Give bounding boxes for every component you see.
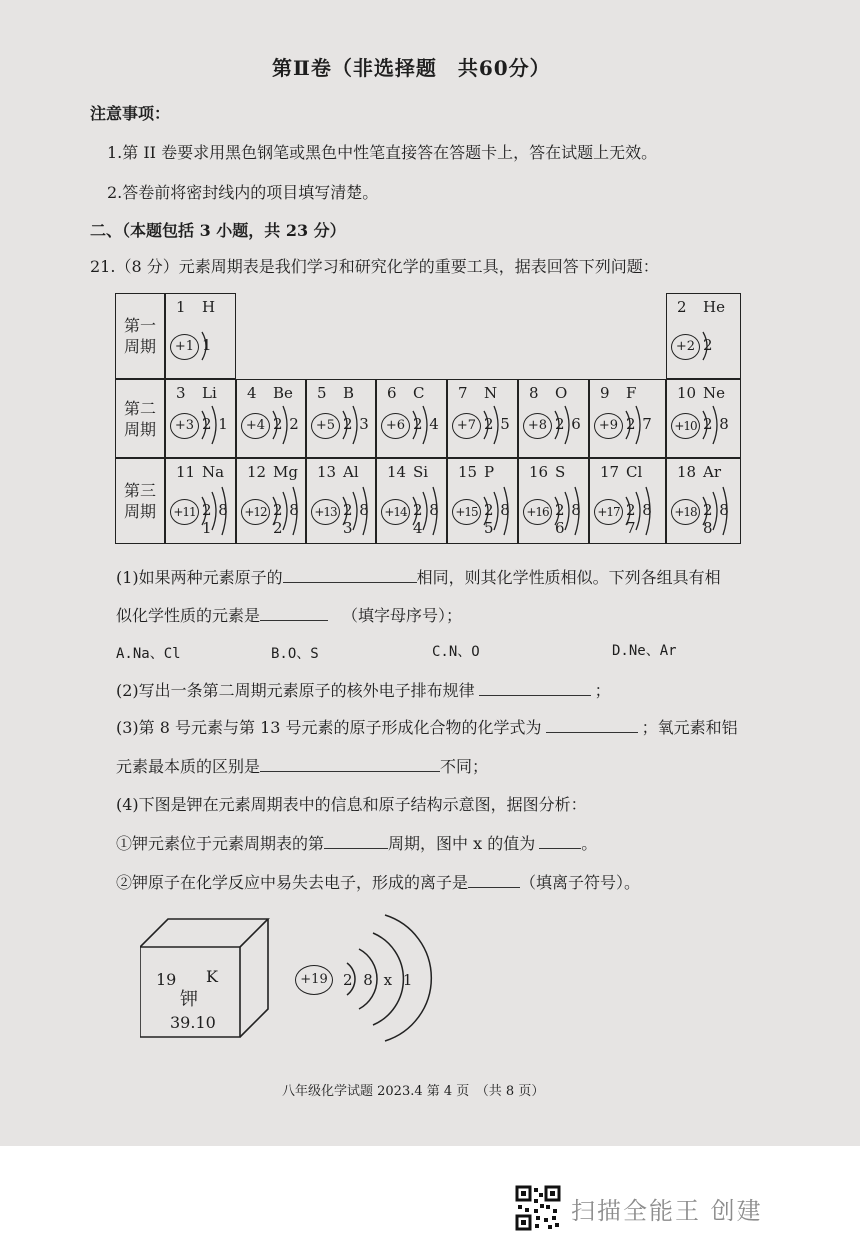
q3-text-c: 元素最本质的区别是	[116, 757, 261, 776]
element-symbol: Ne	[703, 384, 726, 402]
element-number: 12	[247, 463, 267, 481]
element-number: 1	[176, 298, 186, 316]
nucleus: +8	[523, 413, 552, 439]
potassium-nucleus: +19	[295, 965, 333, 995]
element-cell-c	[376, 379, 447, 458]
period-label-1	[115, 293, 165, 379]
element-cell-he	[666, 293, 741, 379]
element-number: 5	[317, 384, 327, 402]
nucleus: +11	[170, 499, 199, 525]
element-symbol: Na	[202, 463, 225, 481]
q1-text-d: （填字母序号）；	[342, 606, 463, 625]
notes-heading: 注意事项：	[90, 104, 171, 123]
element-symbol: H	[202, 298, 216, 316]
element-number: 7	[458, 384, 468, 402]
q2-text-b: ；	[594, 681, 611, 700]
element-symbol: P	[484, 463, 495, 481]
nucleus: +5	[311, 413, 340, 439]
q3-line1	[116, 716, 738, 738]
element-number: 11	[176, 463, 196, 481]
period-label-3	[115, 458, 165, 544]
potassium-atom-diagram	[295, 905, 435, 1045]
q2-line	[116, 679, 611, 701]
element-number: 2	[677, 298, 687, 316]
potassium-mass: 39.10	[170, 1013, 216, 1032]
element-cell-ne	[666, 379, 741, 458]
element-symbol: He	[703, 298, 725, 316]
electron-shell-numbers: 2 7	[626, 415, 653, 433]
q3-line2	[116, 755, 488, 777]
electron-shell-numbers: 2 8 3	[343, 501, 370, 537]
element-symbol: C	[413, 384, 425, 402]
element-cell-b	[306, 379, 376, 458]
electron-shell-numbers: 2 8 8	[703, 501, 730, 537]
q4-line: (4)下图是钾在元素周期表中的信息和原子结构示意图，据图分析：	[116, 795, 587, 814]
nucleus: +18	[671, 499, 700, 525]
element-symbol: F	[626, 384, 637, 402]
qr-code-icon	[515, 1185, 561, 1235]
note-item-1: 1.第 II 卷要求用黑色钢笔或黑色中性笔直接答在答题卡上，答在试题上无效。	[107, 143, 658, 162]
electron-shell-numbers: 2 6	[555, 415, 582, 433]
q4-1-blank-1[interactable]	[324, 832, 388, 849]
nucleus: +4	[241, 413, 270, 439]
element-cell-cl	[589, 458, 666, 544]
element-symbol: Mg	[273, 463, 298, 481]
nucleus: +16	[523, 499, 552, 525]
q1-line1	[116, 566, 721, 588]
nucleus: +2	[671, 334, 700, 360]
q2-text-a: (2)写出一条第二周期元素原子的核外电子排布规律	[116, 681, 475, 700]
option-c: C.N、O	[432, 644, 480, 660]
period-label-text: 第三 周期	[123, 481, 156, 521]
q4-1-line	[116, 832, 597, 854]
q1-line2	[116, 604, 462, 626]
q1-text-c: 似化学性质的元素是	[116, 606, 261, 625]
nucleus: +12	[241, 499, 270, 525]
nucleus: +15	[452, 499, 481, 525]
nucleus: +14	[381, 499, 410, 525]
nucleus: +9	[594, 413, 623, 439]
electron-shell-numbers: 2 8 6	[555, 501, 582, 537]
element-cell-ar	[666, 458, 741, 544]
element-symbol: N	[484, 384, 498, 402]
section-heading: 二、（本题包括 3 小题，共 23 分）	[90, 221, 346, 240]
element-symbol: Al	[343, 463, 359, 481]
period-label-text: 第二 周期	[123, 398, 156, 439]
q3-text-b: ；氧元素和铝	[641, 718, 738, 737]
electron-shell-numbers: 2 5	[484, 415, 511, 433]
scanner-watermark-text: 扫描全能王 创建	[571, 1197, 763, 1225]
q4-1-text-a: ①钾元素位于元素周期表的第	[116, 834, 325, 853]
element-cell-p	[447, 458, 518, 544]
element-symbol: B	[343, 384, 355, 402]
nucleus: +3	[170, 413, 199, 439]
electron-shell-numbers: 2 4	[413, 415, 440, 433]
element-symbol: O	[555, 384, 568, 402]
potassium-number: 19	[156, 970, 177, 989]
nucleus: +10	[671, 413, 700, 439]
element-number: 3	[176, 384, 186, 402]
element-number: 10	[677, 384, 697, 402]
element-cell-f	[589, 379, 666, 458]
q3-text-d: 不同；	[440, 757, 489, 776]
element-cell-h	[165, 293, 236, 379]
electron-shell-numbers: 2 8 5	[484, 501, 511, 537]
nucleus: +7	[452, 413, 481, 439]
electron-shell-numbers: 2 1	[202, 415, 229, 433]
q4-2-text-b: （填离子符号）。	[520, 873, 641, 892]
element-number: 17	[600, 463, 620, 481]
q4-2-line	[116, 871, 640, 893]
q3-blank-2[interactable]	[260, 755, 440, 772]
electron-shell-numbers: 2 8 4	[413, 501, 440, 537]
option-d: D.Ne、Ar	[612, 643, 677, 659]
q1-blank-2[interactable]	[260, 604, 328, 621]
element-cell-si	[376, 458, 447, 544]
electron-shell-numbers: 2 8	[703, 415, 730, 433]
option-b: B.O、S	[271, 646, 319, 662]
q1-text-a: (1)如果两种元素原子的	[116, 568, 283, 587]
electron-shell-numbers: 2 8 1	[202, 501, 229, 537]
element-number: 16	[529, 463, 549, 481]
q1-text-b: 相同，则其化学性质相似。下列各组具有相	[416, 568, 721, 587]
element-cell-s	[518, 458, 589, 544]
q3-blank-1[interactable]	[546, 716, 638, 733]
electron-shell-numbers: 2 2	[273, 415, 300, 433]
period-label-text: 第一 周期	[123, 316, 156, 356]
element-symbol: Be	[273, 384, 293, 402]
electron-shell-numbers: 2 8 2	[273, 501, 300, 537]
element-cell-o	[518, 379, 589, 458]
electron-shell-numbers: 1	[202, 336, 213, 354]
element-number: 15	[458, 463, 478, 481]
element-symbol: S	[555, 463, 566, 481]
element-cell-li	[165, 379, 236, 458]
q4-2-blank[interactable]	[468, 871, 520, 888]
potassium-shell-labels: 2 8 x 1	[343, 971, 416, 989]
period-label-2	[115, 379, 165, 458]
element-cell-n	[447, 379, 518, 458]
page-title: 第Ⅱ卷（非选择题 共60分）	[272, 56, 551, 80]
electron-shell-numbers: 2 3	[343, 415, 370, 433]
element-symbol: Si	[413, 463, 429, 481]
element-number: 8	[529, 384, 539, 402]
q2-blank[interactable]	[479, 679, 591, 696]
element-number: 14	[387, 463, 407, 481]
element-cell-na	[165, 458, 236, 544]
element-number: 4	[247, 384, 257, 402]
element-number: 9	[600, 384, 610, 402]
element-cell-al	[306, 458, 376, 544]
electron-shell-numbers: 2	[703, 336, 714, 354]
element-number: 13	[317, 463, 337, 481]
element-number: 6	[387, 384, 397, 402]
element-symbol: Li	[202, 384, 217, 402]
q4-1-text-b: 周期，图中 x 的值为	[388, 834, 536, 853]
q4-2-text-a: ②钾原子在化学反应中易失去电子，形成的离子是	[116, 873, 469, 892]
element-symbol: Ar	[703, 463, 722, 481]
electron-shell-numbers: 2 8 7	[626, 501, 653, 537]
nucleus: +1	[170, 334, 199, 360]
element-number: 18	[677, 463, 697, 481]
note-item-2: 2.答卷前将密封线内的项目填写清楚。	[107, 183, 379, 202]
option-a: A.Na、Cl	[116, 646, 181, 662]
q4-1-blank-2[interactable]	[539, 832, 581, 849]
element-symbol: Cl	[626, 463, 643, 481]
question-21-stem: 21.（8 分）元素周期表是我们学习和研究化学的重要工具，据表回答下列问题：	[90, 257, 659, 276]
potassium-name: 钾	[180, 989, 198, 1010]
element-cell-mg	[236, 458, 306, 544]
q3-text-a: (3)第 8 号元素与第 13 号元素的原子形成化合物的化学式为	[116, 718, 542, 737]
element-cell-be	[236, 379, 306, 458]
page-footer: 八年级化学试题 2023.4 第 4 页 （共 8 页）	[282, 1084, 545, 1099]
q1-blank-1[interactable]	[283, 566, 417, 583]
potassium-symbol: K	[206, 967, 218, 986]
nucleus: +17	[594, 499, 623, 525]
q4-1-text-c: 。	[581, 834, 598, 853]
nucleus: +6	[381, 413, 410, 439]
nucleus: +13	[311, 499, 340, 525]
